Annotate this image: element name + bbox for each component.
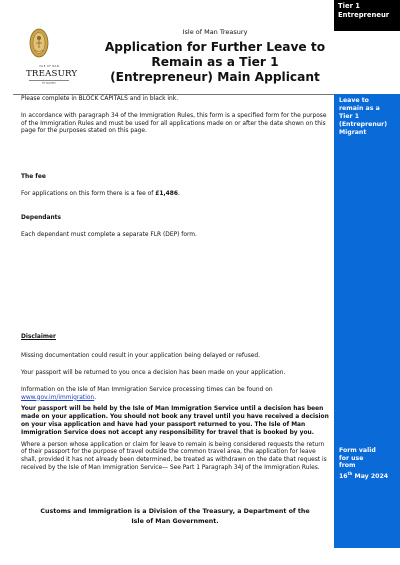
disclaimer-processing-times: [21, 387, 330, 403]
footer-note: [30, 507, 320, 527]
sidebar-validity: [339, 447, 397, 481]
tier-tag-line1: Tier 1: [338, 2, 361, 10]
sidebar-type-line: Migrant: [339, 129, 367, 136]
form-title: [96, 40, 334, 85]
treasury-logo: [26, 26, 78, 90]
validity-line: for use: [339, 454, 364, 462]
dependants-heading: Dependants: [21, 214, 61, 221]
validity-month-year: May 2024: [352, 473, 389, 481]
immigration-website-link[interactable]: www.gov.im/immigration: [21, 394, 95, 401]
validity-line: Form valid: [339, 447, 376, 454]
footer-line-2: Isle of Man Government.: [131, 518, 219, 525]
validity-day: 16: [339, 473, 348, 481]
validity-date: [339, 470, 397, 481]
processing-times-text: Information on the Isle of Man Immigration Service processing times can be found on: [21, 386, 273, 393]
form-sidebar: [334, 94, 400, 548]
logo-word: TREASURY: [26, 69, 78, 79]
title-line-1: Application for Further Leave to: [104, 40, 326, 54]
tier-tag-line2: Entrepreneur: [338, 10, 390, 19]
disclaimer-heading: Disclaimer: [21, 334, 56, 341]
disclaimer-missing-docs: Missing documentation could result in your application being delayed or refused.: [21, 353, 261, 360]
disclaimer-passport-return: Your passport will be returned to you once a decision has been made on your application.: [21, 369, 286, 376]
main-content: [21, 96, 330, 473]
validity-day-suffix: th: [347, 471, 353, 477]
crest-emblem-icon: [26, 26, 52, 60]
instruction-capitals: Please complete in BLOCK CAPITALS and in black ink.: [21, 96, 179, 102]
processing-times-end: .: [94, 394, 97, 401]
sidebar-type-line: (Entreprenur): [339, 121, 388, 128]
logo-small-text: ISLE OF MAN: [39, 65, 59, 68]
form-tier-tag: [334, 0, 400, 31]
sidebar-type-line: remain as a: [339, 105, 380, 112]
logo-rule: [29, 80, 69, 81]
fee-amount: £1,486: [155, 190, 178, 197]
sidebar-type-line: Tier 1: [339, 113, 360, 120]
fee-heading: The fee: [21, 174, 46, 181]
disclaimer-passport-held: Your passport will be held by the Isle of Man Immigration Service until a decision has been made on your application. You should not book any travel until you have received a decision on your visa application and have had your passport returned to you. The Isle of Man Immigration Service does not accept any responsibility for travel that is booked by you.: [21, 406, 329, 436]
logo-tiny-text: TE TASHTEY: [42, 81, 56, 85]
fee-end: .: [177, 190, 180, 197]
instruction-rules: In accordance with paragraph 34 of the Immigration Rules, this form is a specified form for the purpose of the Immigration Rules and must be used for all applications made on or after the date shown on this page for the purposes stated on this page.: [21, 112, 327, 135]
disclaimer-travel-withdrawal: Where a person whose application or claim for leave to remain is being considered requests the return of their passport for the purpose of travel outside the common travel area, the application for leave shall, provided it has not already been determined, be treated as withdrawn on the date that request is received by the Isle of Man Immigration Service— See Part 1 Paragraph 34J of the Immigration Rules.: [21, 441, 327, 471]
issuing-organisation: Isle of Man Treasury: [182, 28, 248, 36]
fee-text: For applications on this form there is a fee of: [21, 190, 156, 197]
title-line-2: Remain as a Tier 1: [151, 55, 279, 69]
sidebar-type-line: Leave to: [339, 97, 369, 104]
sidebar-form-type: [339, 97, 395, 137]
validity-line: from: [339, 462, 356, 470]
title-line-3: (Entrepreneur) Main Applicant: [110, 70, 320, 84]
footer-line-1: Customs and Immigration is a Division of the Treasury, a Department of the: [40, 508, 310, 515]
dependants-paragraph: Each dependant must complete a separate FLR (DEP) form.: [21, 231, 197, 238]
fee-paragraph: [21, 191, 330, 199]
